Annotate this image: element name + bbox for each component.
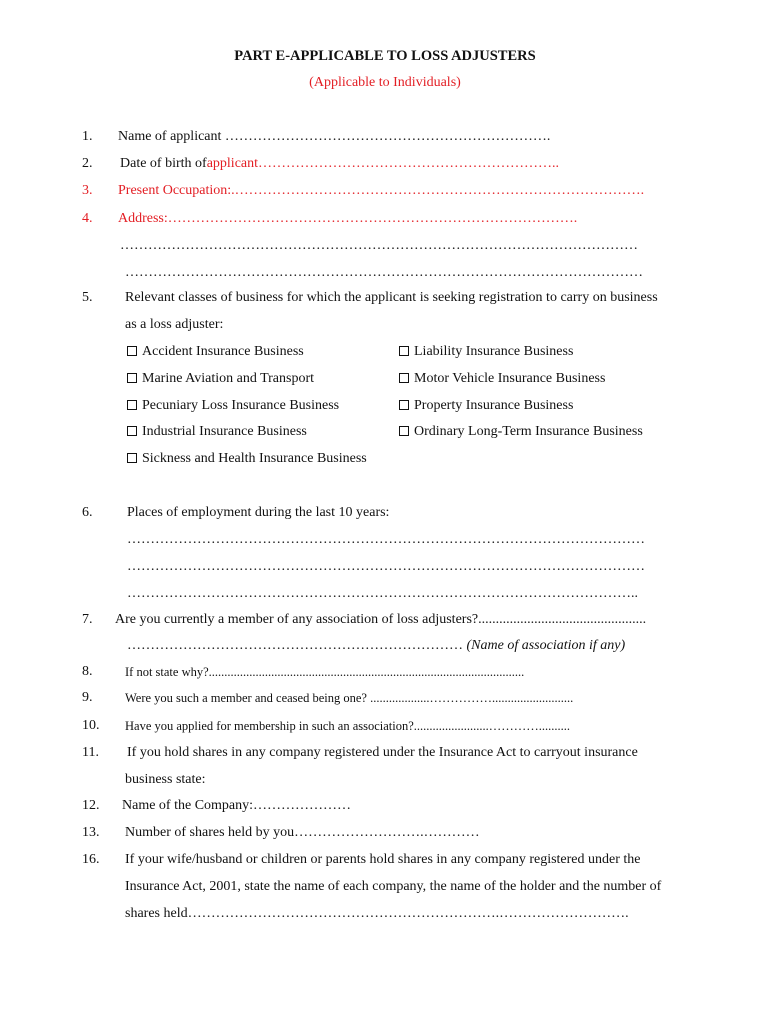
q1-number: 1.	[82, 129, 93, 144]
q13-number-of-shares[interactable]: Number of shares held by you……………………….…………	[125, 825, 480, 840]
q2-number: 2.	[82, 156, 93, 171]
q8-number: 8.	[82, 664, 93, 679]
q10-number: 10.	[82, 718, 100, 733]
q16-question-cont: Insurance Act, 2001, state the name of each company, the name of the holder and the number of	[125, 879, 662, 894]
option-liability-insurance[interactable]	[399, 344, 573, 360]
checkbox[interactable]	[399, 346, 409, 356]
page-subtitle: (Applicable to Individuals)	[309, 75, 461, 90]
checkbox[interactable]	[127, 346, 137, 356]
option-label: Liability Insurance Business	[414, 344, 574, 359]
q9-number: 9.	[82, 690, 93, 705]
option-label: Motor Vehicle Insurance Business	[414, 371, 606, 386]
q6-line-1[interactable]: …………………………………………………………………………………………………	[127, 532, 645, 547]
option-accident-insurance[interactable]	[127, 344, 304, 360]
q2-label: Date of birth of	[120, 156, 207, 171]
q3-number: 3.	[82, 183, 93, 198]
q7-number: 7.	[82, 612, 93, 627]
q9-ceased-member[interactable]: Were you such a member and ceased being one? ...................……………..........................	[125, 691, 574, 705]
q11-question: If you hold shares in any company registered under the Insurance Act to carryout insurance	[127, 745, 638, 760]
q7-association-name[interactable]	[127, 638, 625, 654]
q2-label-red: applicant	[206, 156, 259, 171]
q16-number: 16.	[82, 852, 100, 867]
option-motor-vehicle[interactable]	[399, 371, 605, 387]
q7-dots: ………………………………………………………………	[127, 638, 463, 653]
q11-question-cont: business state:	[125, 772, 206, 787]
option-label: Property Insurance Business	[414, 398, 574, 413]
q16-question: If your wife/husband or children or parents hold shares in any company registered under the	[125, 852, 641, 867]
q4-number: 4.	[82, 211, 93, 226]
option-label: Accident Insurance Business	[142, 344, 304, 359]
q8-if-not-why[interactable]: If not state why?.....................................................................................................	[125, 665, 525, 679]
option-label: Pecuniary Loss Insurance Business	[142, 398, 340, 413]
option-pecuniary-loss[interactable]	[127, 398, 339, 414]
q7-question[interactable]: Are you currently a member of any association of loss adjusters?................................................	[115, 612, 647, 627]
q2-date-of-birth[interactable]	[120, 156, 559, 172]
q3-present-occupation[interactable]: Present Occupation:.…………………………………………………………………………….	[118, 183, 645, 198]
q6-line-2[interactable]: …………………………………………………………………………………………………	[127, 559, 645, 574]
q11-number: 11.	[82, 745, 99, 760]
q16-shares-held[interactable]: shares held………………………………………………………….……………………….	[125, 906, 629, 921]
option-label: Ordinary Long-Term Insurance Business	[414, 424, 643, 439]
q5-number: 5.	[82, 290, 93, 305]
q6-number: 6.	[82, 505, 93, 520]
checkbox[interactable]	[399, 400, 409, 410]
checkbox[interactable]	[127, 400, 137, 410]
q4-address-line-2[interactable]: …………………………………………………………………………………………………	[120, 238, 638, 253]
option-industrial-insurance[interactable]	[127, 424, 307, 440]
q10-applied-membership[interactable]: Have you applied for membership in such an association?........................…………..........	[125, 719, 571, 733]
checkbox[interactable]	[127, 373, 137, 383]
q13-number: 13.	[82, 825, 100, 840]
q4-address[interactable]: Address:…………………………………………………………………………….	[118, 211, 578, 226]
q2-dots: ………………………………………………………..	[258, 156, 560, 171]
q1-name-of-applicant[interactable]: Name of applicant …………………………………………………………….	[118, 129, 551, 144]
q6-line-3[interactable]: ………………………………………………………………………………………………..	[127, 586, 638, 601]
option-ordinary-long-term[interactable]	[399, 424, 643, 440]
q12-company-name[interactable]: Name of the Company:…………………	[122, 798, 352, 813]
q6-question: Places of employment during the last 10 years:	[127, 505, 390, 520]
checkbox[interactable]	[127, 453, 137, 463]
q7-note: (Name of association if any)	[466, 638, 626, 653]
q5-question: Relevant classes of business for which the applicant is seeking registration to carry on business	[125, 290, 658, 305]
option-label: Sickness and Health Insurance Business	[142, 451, 367, 466]
checkbox[interactable]	[127, 426, 137, 436]
checkbox[interactable]	[399, 426, 409, 436]
option-label: Industrial Insurance Business	[142, 424, 307, 439]
q5-question-cont: as a loss adjuster:	[125, 317, 224, 332]
option-label: Marine Aviation and Transport	[142, 371, 315, 386]
option-marine-aviation[interactable]	[127, 371, 314, 387]
q4-address-line-3[interactable]: …………………………………………………………………………………………………	[125, 265, 643, 280]
page-title: PART E-APPLICABLE TO LOSS ADJUSTERS	[234, 48, 536, 64]
option-property-insurance[interactable]	[399, 398, 573, 414]
q12-number: 12.	[82, 798, 100, 813]
checkbox[interactable]	[399, 373, 409, 383]
option-sickness-health[interactable]	[127, 451, 367, 467]
